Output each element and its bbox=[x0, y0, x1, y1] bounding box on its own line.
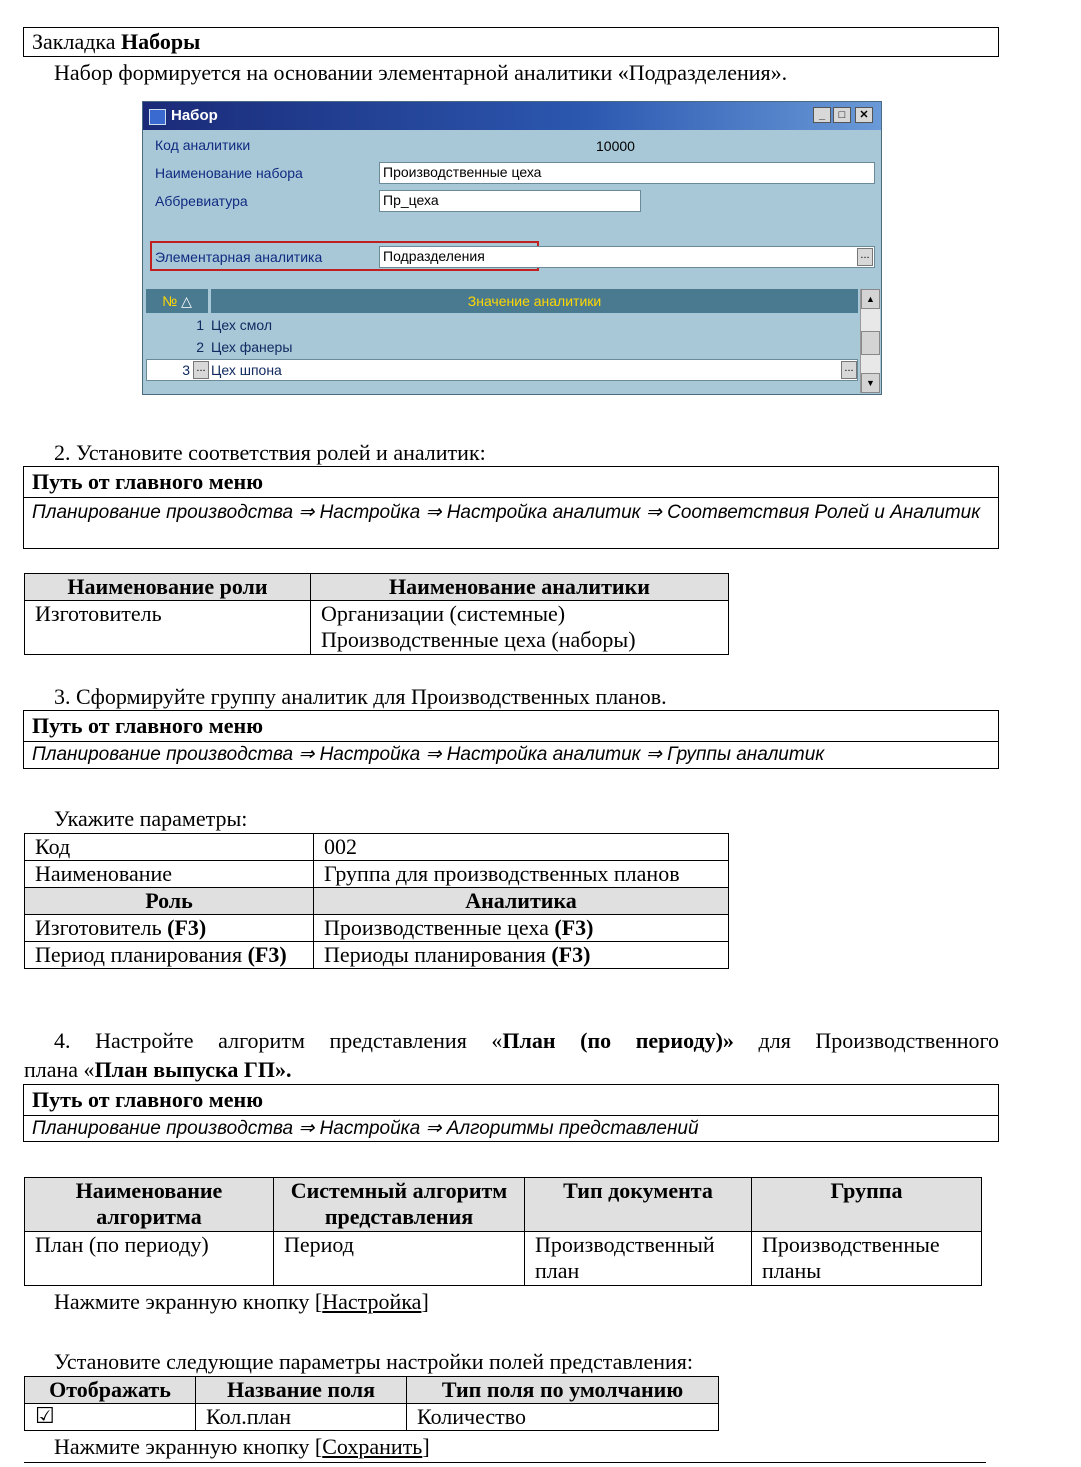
path3-text: Планирование производства ⇒ Настройка ⇒ Настройка аналитик ⇒ Группы аналитик bbox=[32, 744, 825, 765]
param-name-value: Группа для производственных планов bbox=[314, 861, 729, 888]
roles-analytic-2: Производственные цеха (наборы) bbox=[321, 627, 636, 652]
press-save bbox=[54, 1434, 430, 1460]
sort-asc-icon: △ bbox=[181, 293, 192, 309]
row3-num-ellipsis-button[interactable]: ... bbox=[193, 361, 209, 379]
scroll-thumb[interactable] bbox=[861, 331, 880, 355]
path2-box bbox=[23, 466, 999, 549]
path3-title: Путь от главного меню bbox=[24, 711, 998, 742]
grid-row-2-num[interactable]: 2 bbox=[196, 339, 204, 355]
r1-role-key: (F3) bbox=[167, 915, 207, 940]
minimize-icon[interactable]: _ bbox=[813, 107, 831, 123]
param-code-value: 002 bbox=[314, 834, 729, 861]
r2-role-text: Период планирования bbox=[35, 942, 248, 967]
grid-row-3-value[interactable]: Цех шпона bbox=[211, 362, 282, 378]
press-setup-a: Нажмите экранную кнопку [ bbox=[54, 1289, 323, 1314]
algo-v1: План (по периоду) bbox=[25, 1232, 274, 1286]
code-label: Код аналитики bbox=[155, 137, 251, 153]
grid-row-2-value[interactable]: Цех фанеры bbox=[211, 339, 293, 355]
algo-h3: Тип документа bbox=[525, 1178, 752, 1232]
r1-an-text: Производственные цеха bbox=[324, 915, 555, 940]
tab-name: Наборы bbox=[121, 29, 201, 54]
roles-analytics bbox=[311, 601, 729, 655]
col-num-label: № bbox=[162, 293, 178, 309]
setup-button[interactable]: Настройка bbox=[322, 1289, 422, 1314]
row3-value-ellipsis-button[interactable]: ... bbox=[841, 361, 857, 379]
code-value: 10000 bbox=[596, 138, 635, 154]
r1-an-key: (F3) bbox=[554, 915, 594, 940]
algo-h4: Группа bbox=[752, 1178, 982, 1232]
param-h-role: Роль bbox=[25, 888, 314, 915]
grid-row-1-num[interactable]: 1 bbox=[196, 317, 204, 333]
params-label: Укажите параметры: bbox=[54, 806, 248, 831]
step4-line2 bbox=[24, 1057, 291, 1083]
scroll-down-icon[interactable]: ▼ bbox=[861, 373, 880, 393]
fields-v3: Количество bbox=[407, 1404, 719, 1431]
r2-role-key: (F3) bbox=[247, 942, 287, 967]
window-titlebar bbox=[143, 102, 881, 130]
fields-check: ☑ bbox=[25, 1404, 196, 1431]
maximize-icon[interactable]: □ bbox=[833, 107, 851, 123]
step3-text: 3. Сформируйте группу аналитик для Производственных планов. bbox=[54, 684, 667, 709]
param-r2-an bbox=[314, 942, 729, 969]
params-table bbox=[24, 833, 729, 969]
grid-row-1-value[interactable]: Цех смол bbox=[211, 317, 272, 333]
path2-text: Планирование производства ⇒ Настройка ⇒ Настройка аналитик ⇒ Соответствия Ролей и Аналитик bbox=[32, 502, 981, 523]
elem-ellipsis-button[interactable]: ... bbox=[857, 248, 873, 266]
bottom-rule bbox=[24, 1462, 986, 1463]
press-save-b: ] bbox=[422, 1434, 430, 1459]
abbr-field[interactable]: Пр_цеха bbox=[379, 190, 641, 212]
algo-v3: Производственный план bbox=[525, 1232, 752, 1286]
roles-h2: Наименование аналитики bbox=[311, 574, 729, 601]
fields-h3: Тип поля по умолчанию bbox=[407, 1377, 719, 1404]
roles-h1: Наименование роли bbox=[25, 574, 311, 601]
path4-box bbox=[23, 1084, 999, 1142]
step4-line1 bbox=[54, 1028, 999, 1054]
algo-table bbox=[24, 1177, 982, 1286]
path4-text: Планирование производства ⇒ Настройка ⇒ Алгоритмы представлений bbox=[32, 1118, 699, 1139]
press-save-a: Нажмите экранную кнопку [ bbox=[54, 1434, 323, 1459]
step4-d: плана « bbox=[24, 1057, 95, 1082]
scroll-up-icon[interactable]: ▲ bbox=[861, 289, 880, 309]
grid-row-3-num[interactable]: 3 bbox=[182, 362, 190, 378]
fields-table bbox=[24, 1376, 719, 1431]
elem-label: Элементарная аналитика bbox=[155, 249, 323, 265]
roles-role: Изготовитель bbox=[25, 601, 311, 655]
save-button[interactable]: Сохранить bbox=[322, 1434, 423, 1459]
fields-h1: Отображать bbox=[25, 1377, 196, 1404]
algo-v2: Период bbox=[274, 1232, 525, 1286]
name-label: Наименование набора bbox=[155, 165, 303, 181]
fields-v2: Кол.план bbox=[196, 1404, 407, 1431]
param-name-label: Наименование bbox=[25, 861, 314, 888]
path3-box bbox=[23, 710, 999, 769]
app-icon bbox=[149, 109, 166, 125]
step2-text: 2. Установите соответствия ролей и аналитик: bbox=[54, 440, 486, 465]
step4-c: для Производственного bbox=[733, 1028, 999, 1053]
roles-table bbox=[24, 573, 729, 655]
press-setup bbox=[54, 1289, 429, 1315]
step4-e: План выпуска ГП bbox=[94, 1057, 275, 1082]
algo-h2: Системный алгоритм представления bbox=[274, 1178, 525, 1232]
scrollbar[interactable] bbox=[860, 289, 880, 393]
grid-col-value[interactable]: Значение аналитики bbox=[211, 289, 858, 313]
r2-an-key: (F3) bbox=[551, 942, 591, 967]
param-r1-an bbox=[314, 915, 729, 942]
algo-v4: Производственные планы bbox=[752, 1232, 982, 1286]
roles-analytic-1: Организации (системные) bbox=[321, 601, 566, 626]
window-title: Набор bbox=[171, 107, 218, 124]
param-r1-role bbox=[25, 915, 314, 942]
step4-a: 4. Настройте алгоритм представления « bbox=[54, 1028, 503, 1053]
tab-box bbox=[23, 27, 999, 57]
set-window bbox=[142, 101, 882, 395]
tab-prefix: Закладка bbox=[32, 29, 122, 54]
r2-an-text: Периоды планирования bbox=[324, 942, 552, 967]
param-code-label: Код bbox=[25, 834, 314, 861]
intro-text: Набор формируется на основании элементарной аналитики «Подразделения». bbox=[54, 60, 788, 85]
param-r2-role bbox=[25, 942, 314, 969]
r1-role-text: Изготовитель bbox=[35, 915, 168, 940]
step4-b: План (по периоду)» bbox=[502, 1028, 734, 1053]
close-icon[interactable]: ✕ bbox=[855, 107, 873, 123]
step4-f: ». bbox=[274, 1057, 292, 1082]
path4-title: Путь от главного меню bbox=[24, 1085, 998, 1116]
press-setup-b: ] bbox=[421, 1289, 429, 1314]
set-fields-label: Установите следующие параметры настройки полей представления: bbox=[54, 1349, 694, 1374]
name-field[interactable]: Производственные цеха bbox=[379, 162, 875, 184]
abbr-label: Аббревиатура bbox=[155, 193, 248, 209]
param-h-analytic: Аналитика bbox=[314, 888, 729, 915]
elem-field[interactable]: Подразделения bbox=[379, 246, 875, 268]
fields-h2: Название поля bbox=[196, 1377, 407, 1404]
path2-title: Путь от главного меню bbox=[24, 467, 998, 498]
algo-h1: Наименование алгоритма bbox=[25, 1178, 274, 1232]
grid-col-num[interactable] bbox=[146, 289, 208, 313]
